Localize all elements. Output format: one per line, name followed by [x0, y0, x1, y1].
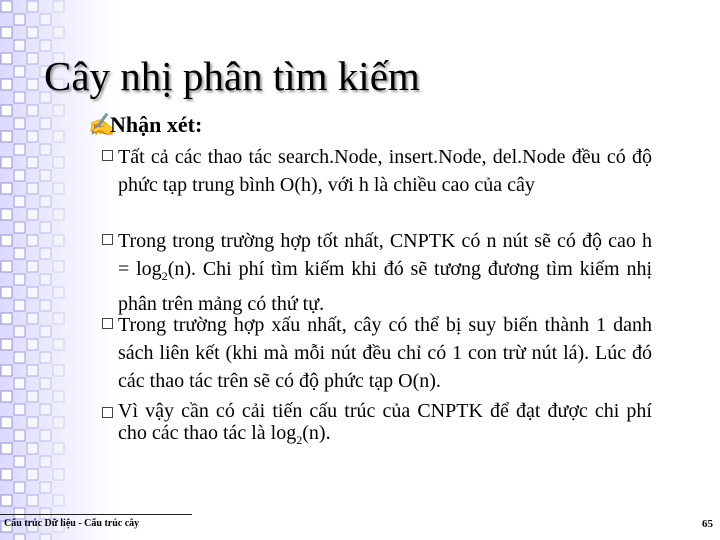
checker-square: [53, 365, 64, 376]
checker-square: [14, 196, 25, 207]
checker-square: [14, 404, 25, 415]
log-subscript: 2: [296, 433, 303, 447]
checker-square: [1, 495, 12, 506]
checker-square: [14, 300, 25, 311]
checker-square: [1, 287, 12, 298]
bullet-text-part: Trong trong trường hợp tốt nhất, CNPTK có n nút sẽ có độ cao h = log: [118, 230, 652, 280]
checker-square: [27, 313, 38, 324]
checker-square: [1, 209, 12, 220]
checker-square: [53, 261, 64, 272]
checker-square: [14, 170, 25, 181]
checker-square: [53, 235, 64, 246]
checker-square: [40, 352, 51, 363]
checker-square: [40, 274, 51, 285]
bullet-item: [102, 227, 652, 318]
checker-square: [53, 339, 64, 350]
section-heading-text: Nhận xét:: [110, 112, 203, 137]
bullet-item: [102, 311, 652, 395]
checker-square: [1, 131, 12, 142]
checker-square: [14, 222, 25, 233]
checker-square: [27, 1, 38, 12]
checker-square: [40, 326, 51, 337]
checker-square: [40, 378, 51, 389]
checker-square: [1, 27, 12, 38]
bullet-text: [118, 227, 652, 318]
checker-square: [14, 430, 25, 441]
checker-square: [27, 287, 38, 298]
checker-square: [40, 430, 51, 441]
checker-square: [1, 261, 12, 272]
checkbox-bullet-icon: [102, 234, 113, 245]
checker-square: [40, 196, 51, 207]
checker-square: [53, 313, 64, 324]
checker-square: [14, 534, 25, 540]
checker-square: [27, 365, 38, 376]
pencil-icon: ✍: [88, 112, 116, 137]
checker-square: [1, 313, 12, 324]
checker-square: [27, 417, 38, 428]
checker-square: [27, 105, 38, 116]
checker-square: [40, 144, 51, 155]
checker-square: [40, 300, 51, 311]
checker-square: [14, 66, 25, 77]
log-subscript: 2: [161, 269, 168, 283]
checker-square: [53, 469, 64, 480]
checker-square: [40, 118, 51, 129]
bullet-text-part: (n). Chi phí tìm kiếm khi đó sẽ tương đương tìm kiếm nhị phân trên mảng có thứ tự.: [118, 258, 652, 315]
bullet-text-part: (n).: [302, 422, 331, 444]
footer-divider: [0, 514, 192, 515]
checker-square: [53, 105, 64, 116]
bullet-text: [118, 400, 652, 451]
checker-square: [27, 157, 38, 168]
checker-square: [14, 248, 25, 259]
checker-square: [1, 339, 12, 350]
checker-square: [53, 209, 64, 220]
checker-square: [53, 443, 64, 454]
checker-square: [14, 92, 25, 103]
checker-square: [14, 118, 25, 129]
checker-square: [1, 443, 12, 454]
checker-square: [14, 274, 25, 285]
checker-square: [27, 53, 38, 64]
checker-square: [1, 105, 12, 116]
checkbox-bullet-icon: [102, 407, 113, 418]
bullet-item: [102, 143, 652, 199]
section-heading: [88, 112, 202, 138]
checker-square: [53, 287, 64, 298]
checker-square: [1, 469, 12, 480]
footer-course-title: Cấu trúc Dữ liệu - Cấu trúc cây: [4, 518, 140, 529]
checker-square: [53, 495, 64, 506]
checker-square: [14, 14, 25, 25]
checker-square: [27, 79, 38, 90]
checker-square: [53, 131, 64, 142]
checker-square: [14, 378, 25, 389]
checker-square: [27, 27, 38, 38]
checker-square: [1, 391, 12, 402]
checker-square: [27, 261, 38, 272]
bullet-text-part: Vì vậy cần có cải tiến cấu trúc của CNPTK để đạt được chi phí cho các thao tác là log: [118, 400, 652, 444]
checker-square: [27, 209, 38, 220]
checker-square: [40, 40, 51, 51]
checker-square: [1, 1, 12, 12]
checker-square: [40, 404, 51, 415]
checker-square: [53, 27, 64, 38]
checker-square: [40, 482, 51, 493]
checker-square: [1, 79, 12, 90]
checker-square: [53, 157, 64, 168]
checker-square: [53, 391, 64, 402]
checker-square: [27, 469, 38, 480]
checker-square: [53, 183, 64, 194]
checker-square: [27, 131, 38, 142]
checker-square: [40, 14, 51, 25]
checker-square: [14, 144, 25, 155]
checker-square: [27, 391, 38, 402]
checker-square: [1, 417, 12, 428]
checker-square: [14, 456, 25, 467]
checkbox-bullet-icon: [102, 318, 113, 329]
checker-square: [40, 248, 51, 259]
checker-square: [40, 456, 51, 467]
checker-square: [14, 326, 25, 337]
checker-square: [1, 235, 12, 246]
bullet-text: Trong trường hợp xấu nhất, cây có thể bị suy biến thành 1 danh sách liên kết (khi mà mỗi nút đều chỉ có 1 con trừ nút lá). Lúc đó các thao tác trên sẽ có độ phức tạp O(n).: [118, 314, 652, 392]
checker-square: [27, 443, 38, 454]
checker-square: [14, 40, 25, 51]
checker-square: [40, 222, 51, 233]
checker-square: [27, 339, 38, 350]
checker-square: [40, 534, 51, 540]
checkbox-bullet-icon: [102, 150, 113, 161]
checker-square: [53, 417, 64, 428]
checker-square: [40, 170, 51, 181]
checker-square: [1, 365, 12, 376]
checker-square: [1, 53, 12, 64]
bullet-text: Tất cả các thao tác search.Node, insert.Node, del.Node đều có độ phức tạp trung bình O(h), với h là chiều cao của cây: [118, 146, 652, 196]
checker-square: [27, 495, 38, 506]
checker-square: [1, 157, 12, 168]
checker-square: [53, 1, 64, 12]
slide-title: Cây nhị phân tìm kiếm: [44, 53, 420, 99]
checker-square: [27, 183, 38, 194]
bullet-item: [102, 400, 652, 451]
page-number: 65: [702, 518, 713, 530]
checker-square: [14, 482, 25, 493]
checker-square: [14, 352, 25, 363]
checker-square: [1, 183, 12, 194]
checker-square: [27, 235, 38, 246]
